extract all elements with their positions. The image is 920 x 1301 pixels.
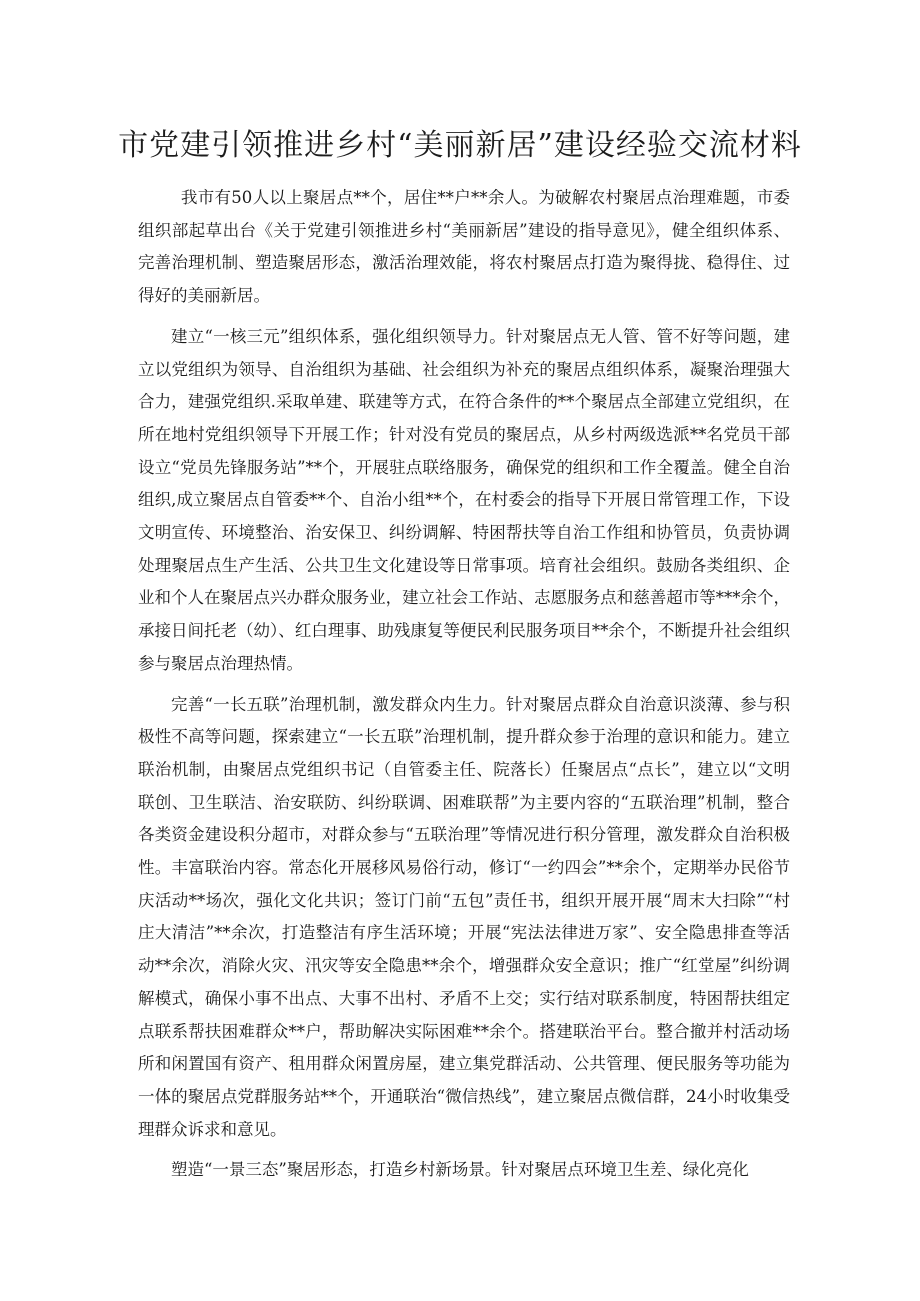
document-title: 市党建引领推进乡村“美丽新居”建设经验交流材料	[118, 128, 802, 163]
paragraph-governance-mechanism: 完善“一长五联”治理机制，激发群众内生力。针对聚居点群众自治意识淡薄、参与积极性不高等问题，探索建立“一长五联”治理机制，提升群众参于治理的意识和能力。建立联治机制，由聚居点党组织书记（自管委主任、院落长）任聚居点“点长”，建立以“文明联创、卫生联洁、治安联防、纠纷联调、困难联帮”为主要内容的“五联治理”机制，整合各类资金建设积分超市，对群众参与“五联治理”等情况进行积分管理，激发群众自治积极性。丰富联治内容。常态化开展移风易俗行动，修订“一约四会”**余个，定期举办民俗节庆活动**场次，强化文化共识；签订门前“五包”责任书，组织开展开展“周末大扫除”“村庄大清洁”**余次，打造整洁有序生活环境；开展“宪法法律进万家”、安全隐患排查等活动**余次，消除火灾、汛灾等安全隐患**余个，增强群众安全意识；推广“红堂屋”纠纷调解模式，确保小事不出点、大事不出村、矛盾不上交；实行结对联系制度，特困帮扶组定点联系帮扶困难群众**户，帮助解决实际困难**余个。搭建联治平台。整合撤并村活动场所和闲置国有资产、租用群众闲置房屋，建立集党群活动、公共管理、便民服务等功能为一体的聚居点党群服务站**个，开通联治“微信热线”，建立聚居点微信群，24小时收集受理群众诉求和意见。	[138, 694, 790, 1139]
paragraph-organization-system: 建立“一核三元”组织体系，强化组织领导力。针对聚居点无人管、管不好等问题，建立以党组织为领导、自治组织为基础、社会组织为补充的聚居点组织体系，凝聚治理强大合力，建强党组织.采取单建、联建等方式，在符合条件的**个聚居点全部建立党组织，在所在地村党组织领导下开展工作；针对没有党员的聚居点，从乡村两级选派**名党员干部设立“党员先锋服务站”**个，开展驻点联络服务，确保党的组织和工作全覆盖。健全自治组织,成立聚居点自管委**个、自治小组**个，在村委会的指导下开展日常管理工作，下设文明宣传、环境整治、治安保卫、纠纷调解、特困帮扶等自治工作组和协管员，负责协调处理聚居点生产生活、公共卫生文化建设等日常事项。培育社会组织。鼓励各类组织、企业和个人在聚居点兴办群众服务业，建立社会工作站、志愿服务点和慈善超市等***余个，承接日间托老（幼）、红白理事、助残康复等便民利民服务项目**余个，不断提升社会组织参与聚居点治理热情。	[138, 326, 790, 673]
paragraph-residential-form: 塑造“一景三态”聚居形态，打造乡村新场景。针对聚居点环境卫生差、绿化亮化	[171, 1160, 749, 1180]
paragraph-intro: 我市有50人以上聚居点**个，居住**户**余人。为破解农村聚居点治理难题，市委组织部起草出台《关于党建引领推进乡村“美丽新居”建设的指导意见》，健全组织体系、完善治理机制、塑造聚居形态，激活治理效能，将农村聚居点打造为聚得拢、稳得住、过得好的美丽新居。	[138, 188, 790, 306]
document-body	[138, 182, 790, 1187]
